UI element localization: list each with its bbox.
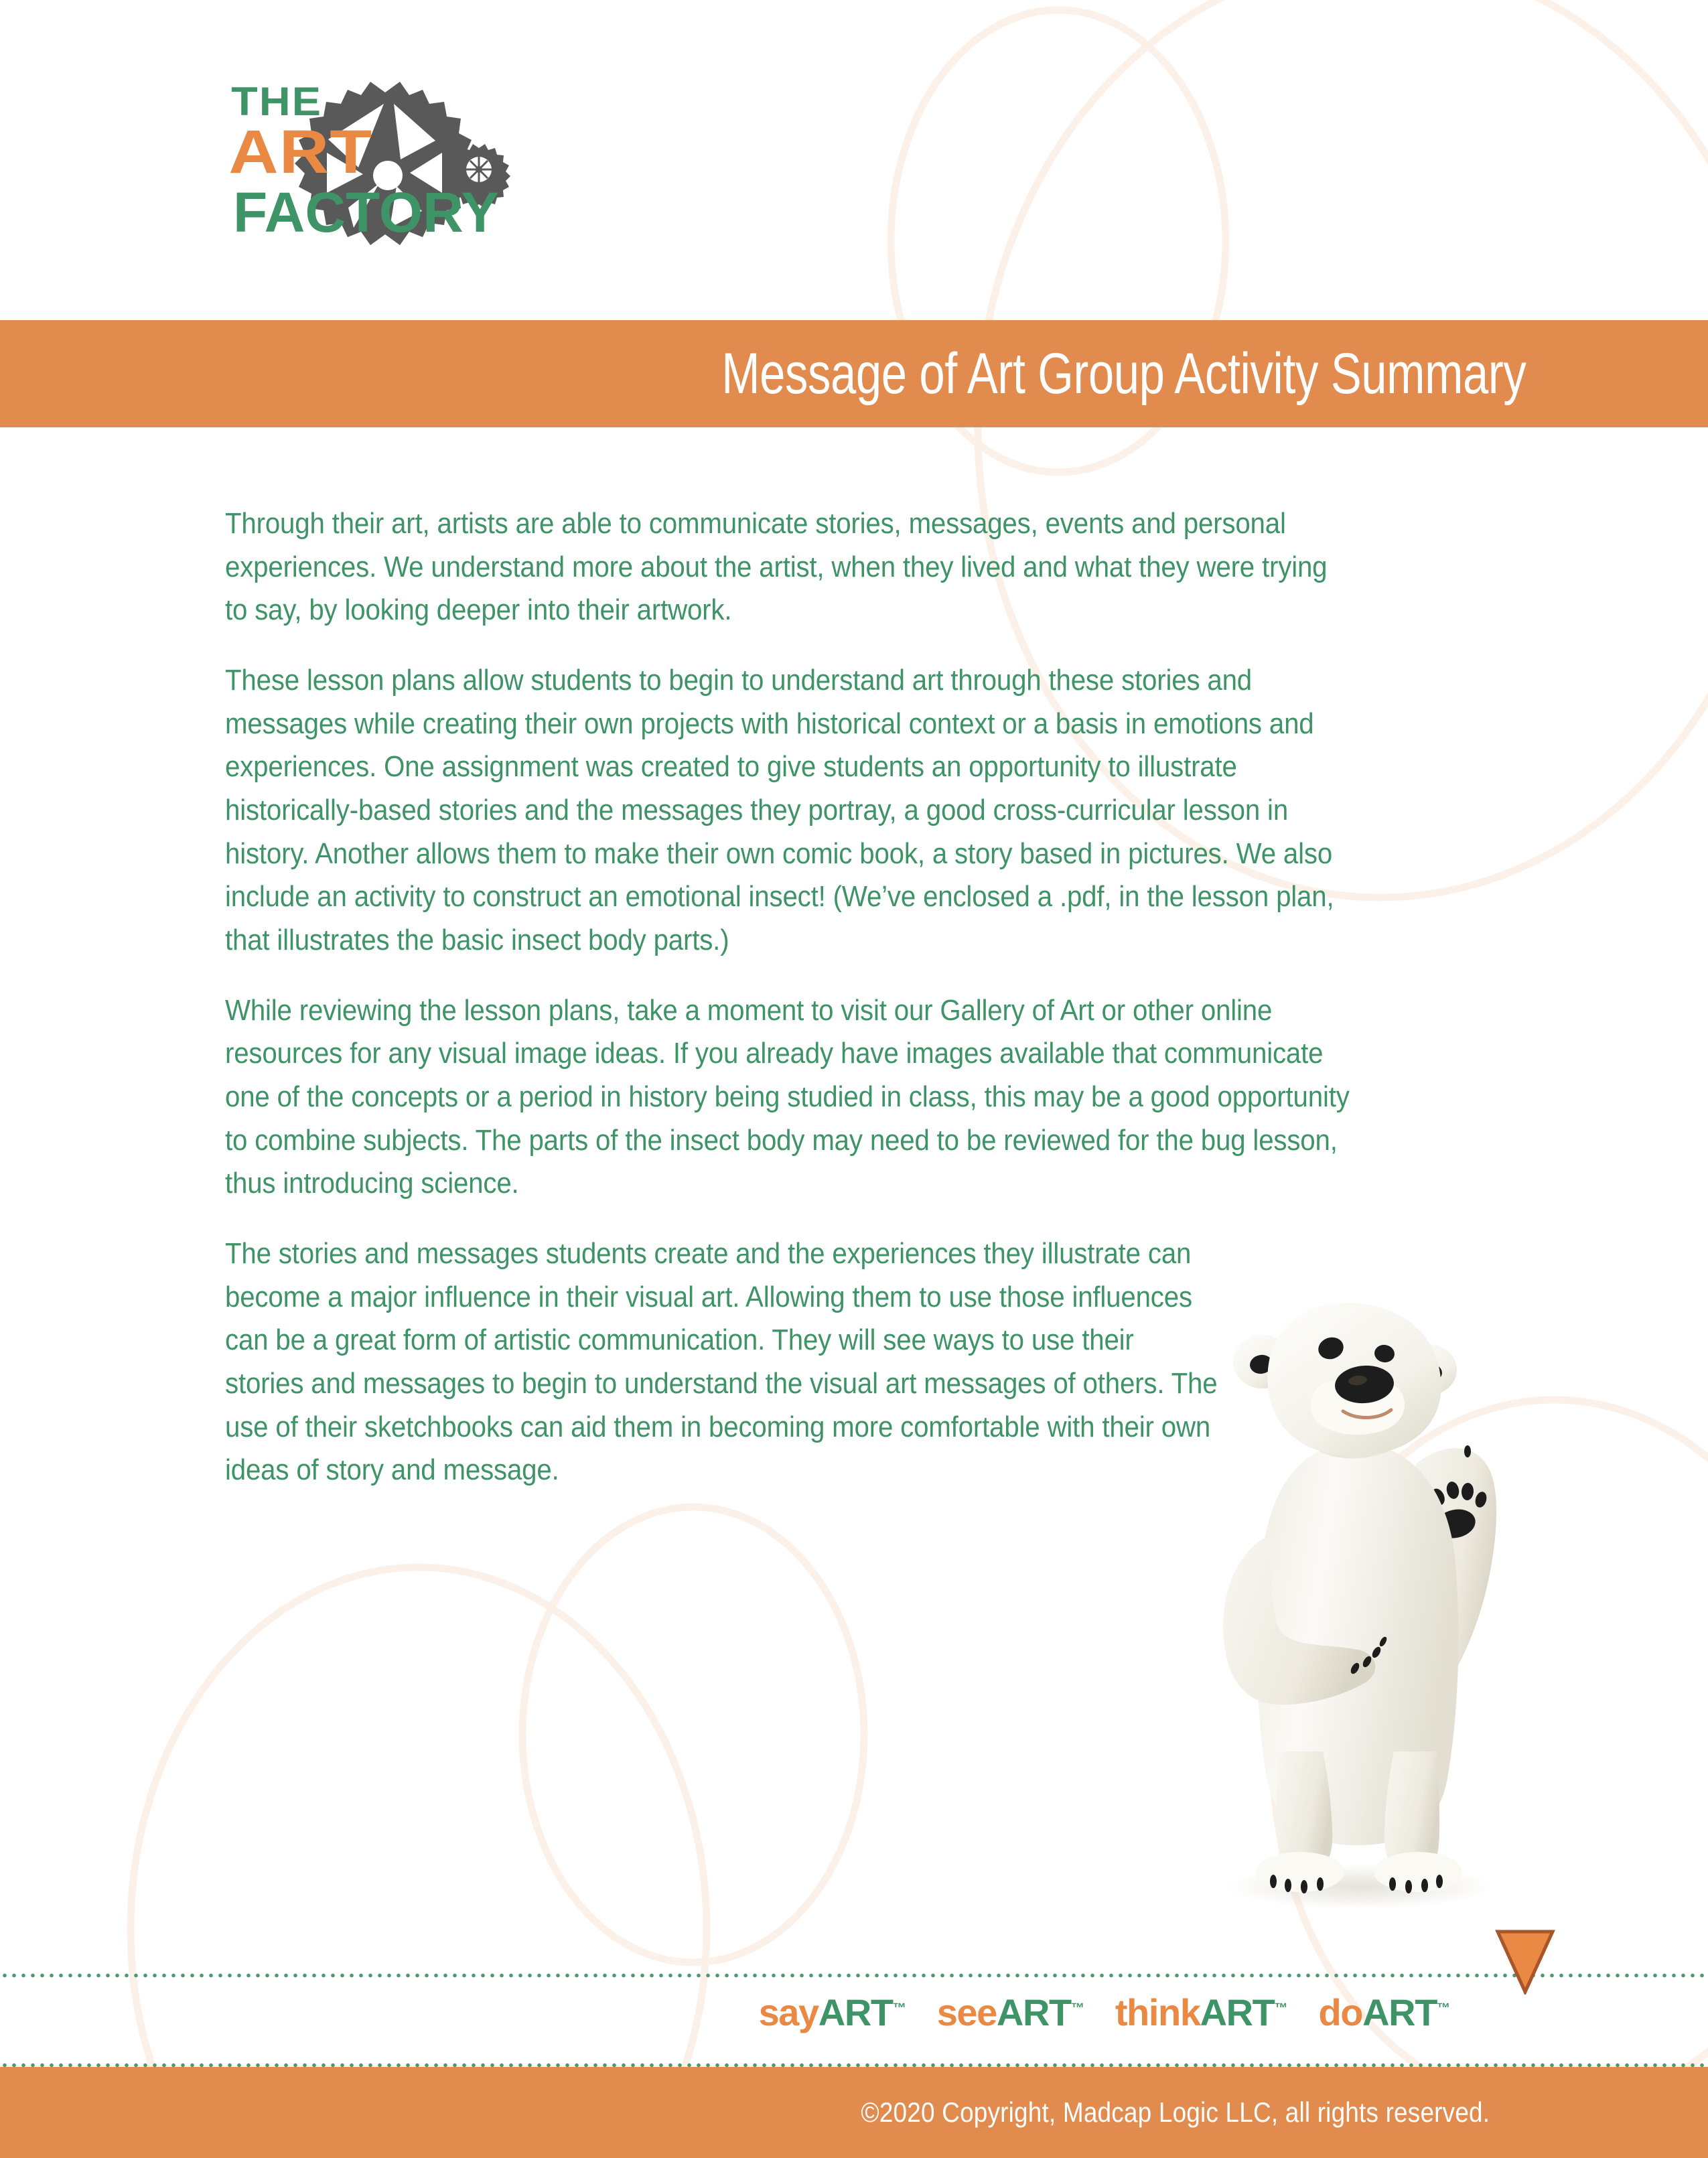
tagline-prefix: do [1318,1991,1363,2033]
tagline-row [0,1991,1708,2034]
paragraph-1: Through their art, artists are able to communicate stories, messages, events and personal experiences. We understand more about the artist, when they lived and what they were trying to say, by looking deeper into their artwork. [225,507,1328,627]
paragraph-2: These lesson plans allow students to begin to understand art through these stories and messages while creating their own projects with historical context or a basis in emotions and experiences. One assignment was created to give students an opportunity to illustrate historically-based stories and the messages they portray, a good cross-curricular lesson in history. Another allows them to make their own comic book, a story based in pictures. We also include an activity to construct an emotional insect! (We’ve enclosed a .pdf, in the lesson plan, that illustrates the basic insect body parts.) [225,664,1334,957]
tagline-seeart [937,1991,1084,2034]
tagline-thinkart [1115,1991,1288,2034]
tagline-sayart [759,1991,906,2034]
tagline-doart [1318,1991,1450,2034]
title-banner [0,320,1708,427]
art-factory-logo [221,74,556,268]
trademark-icon: ™ [892,2001,906,2016]
tagline-prefix: say [758,1991,819,2033]
trademark-icon: ™ [1274,2001,1288,2016]
footer-bar [0,2067,1708,2158]
paragraph-4: The stories and messages students create and the experiences they illustrate can become a major influence in their visual art. Allowing them to use those influences can be a great form of artistic communication. They will see ways to use their stories and messages to begin to understand the visual art messages of others. The use of their sketchbooks can aid them in becoming more comfortable with their own ideas of story and message. [225,1237,1218,1487]
svg-text:ART: ART [228,117,373,186]
tagline-art: ART [818,1991,893,2033]
trademark-icon: ™ [1070,2001,1084,2016]
copyright-text: ©2020 Copyright, Madcap Logic LLC, all rights reserved. [861,2096,1490,2128]
logo-text-art [228,117,372,186]
dotted-separator-top [0,1973,1708,1978]
tagline-art: ART [1200,1991,1275,2033]
logo-text-factory [233,181,499,244]
paragraph-3: While reviewing the lesson plans, take a moment to visit our Gallery of Art or other online resources for any visual image ideas. If you already have images available that communicate one of the concepts or a period in history being studied in class, this may be a good opportunity to combine subjects. The parts of the insect body may need to be reviewed for the bug lesson, thus introducing science. [225,993,1350,1200]
tagline-art: ART [996,1991,1071,2033]
svg-text:FACTORY: FACTORY [233,181,499,244]
tagline-prefix: see [936,1991,997,2033]
svg-text:THE: THE [231,79,323,125]
tagline-prefix: think [1115,1991,1200,2033]
down-arrow-icon [1495,1928,1555,1995]
page-title: Message of Art Group Activity Summary [721,342,1526,406]
polar-bear-mascot [1176,1242,1551,1919]
tagline-art: ART [1362,1991,1437,2033]
trademark-icon: ™ [1437,2001,1450,2016]
